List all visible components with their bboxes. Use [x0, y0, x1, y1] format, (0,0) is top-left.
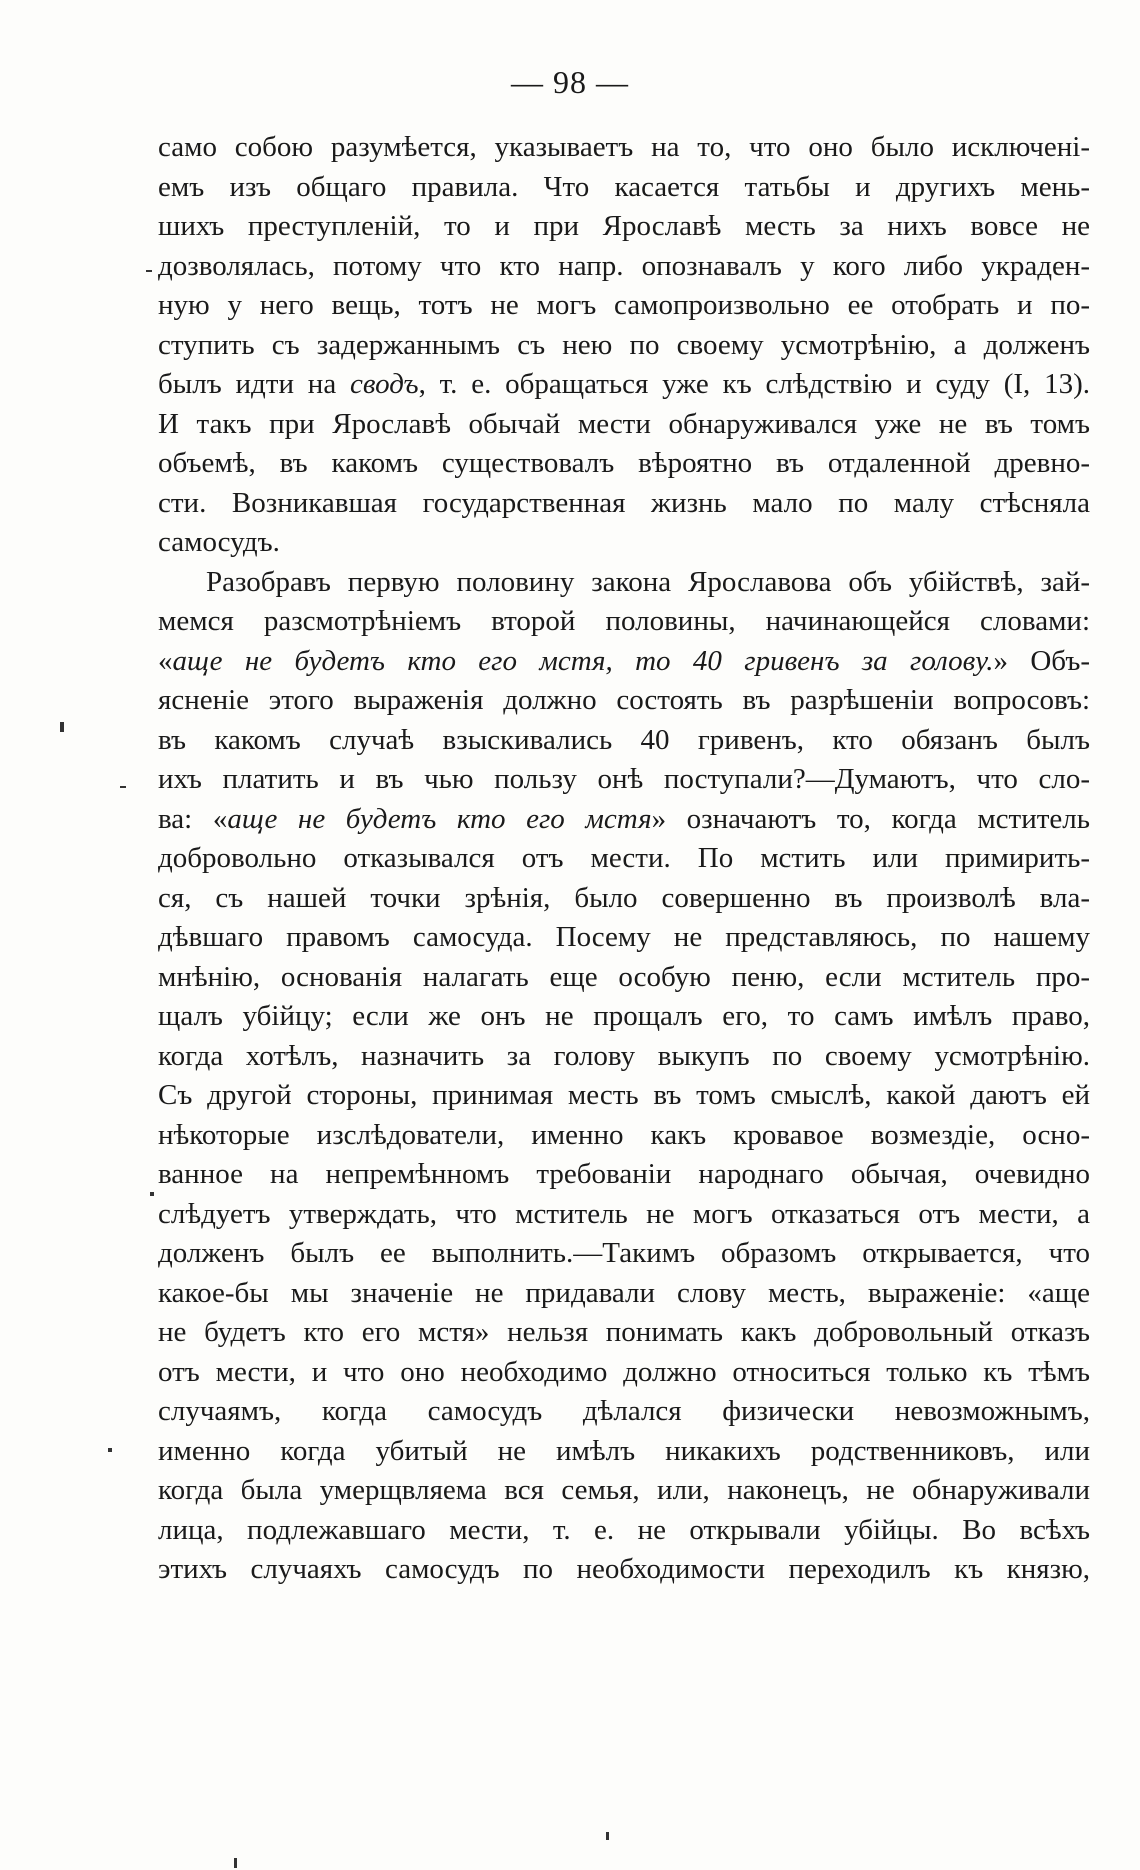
text-run: И такъ при Ярославѣ обычай мести обнаруживался уже не въ томъ [158, 407, 1090, 440]
text-line [158, 642, 1090, 682]
italic-text: аще не будетъ кто его мстя [227, 802, 652, 835]
text-run: долженъ былъ ее выполнить.—Такимъ образомъ открывается, что [158, 1237, 1090, 1269]
text-line [158, 128, 1090, 168]
page-number: — 98 — [511, 64, 629, 100]
text-run: » означаютъ то, когда мститель [651, 802, 1090, 835]
text-run: именно когда убитый не имѣлъ никакихъ родственниковъ, или [158, 1434, 1090, 1467]
text-line [158, 286, 1090, 326]
text-run: ванное на непремѣнномъ требованіи народнаго обычая, очевидно [158, 1158, 1090, 1190]
text-run: какое-бы мы значеніе не придавали слову месть, выраженіе: «аще [158, 1276, 1090, 1309]
text-line [158, 326, 1090, 366]
italic-text: аще не будетъ кто его мстя, то 40 гривенъ за голову. [172, 644, 994, 677]
text-line [158, 602, 1090, 642]
text-run: слѣдуетъ утверждать, что мститель не могъ отказаться отъ мести, а [158, 1197, 1090, 1230]
text-line [158, 563, 1090, 603]
text-run: отъ мести, и что оно необходимо должно относиться только къ тѣмъ [158, 1355, 1090, 1388]
text-line [158, 444, 1090, 484]
text-line [158, 247, 1090, 287]
text-line [158, 1392, 1090, 1432]
text-run: сти. Возникавшая государственная жизнь мало по малу стѣсняла [158, 486, 1090, 519]
text-run: ся, съ нашей точки зрѣнія, было совершенно въ произволѣ вла- [158, 881, 1090, 914]
text-run: » Объ- [993, 644, 1090, 677]
text-run: объемѣ, въ какомъ существовалъ вѣроятно въ отдаленной древно- [158, 447, 1090, 479]
text-line [158, 918, 1090, 958]
text-line [158, 958, 1090, 998]
text-run: емъ изъ общаго правила. Что касается татьбы и другихъ мень- [158, 170, 1090, 203]
text-line [158, 1511, 1090, 1551]
text-run: шихъ преступленій, то и при Ярославѣ месть за нихъ вовсе не [158, 210, 1090, 242]
text-run: былъ идти на [158, 368, 351, 400]
text-line [158, 721, 1090, 761]
text-run: не будетъ кто его мстя» нельзя понимать какъ добровольный отказъ [158, 1316, 1090, 1348]
text-line [158, 760, 1090, 800]
text-run: самосудъ. [158, 526, 280, 558]
text-line [158, 405, 1090, 445]
text-run: ступить съ задержаннымъ съ нею по своему усмотрѣнію, а долженъ [158, 328, 1090, 361]
text-line [158, 168, 1090, 208]
scan-speck [120, 786, 126, 788]
text-line [158, 207, 1090, 247]
text-line [158, 1234, 1090, 1274]
text-line [158, 1195, 1090, 1235]
scan-speck [60, 722, 64, 732]
text-run: когда хотѣлъ, назначить за голову выкупъ по своему усмотрѣнію. [158, 1039, 1090, 1072]
text-run: добровольно отказывался отъ мести. По мстить или примирить- [158, 842, 1090, 874]
text-run: « [158, 644, 173, 677]
text-run: дозволялась, потому что кто напр. опознавалъ у кого либо украден- [158, 249, 1090, 282]
text-line [158, 1432, 1090, 1472]
text-run: въ какомъ случаѣ взыскивались 40 гривенъ, кто обязанъ былъ [158, 723, 1090, 756]
text-run: Съ другой стороны, принимая месть въ томъ смыслѣ, какой даютъ ей [158, 1079, 1090, 1111]
text-line [158, 1313, 1090, 1353]
text-line [158, 1037, 1090, 1077]
text-line [158, 523, 1090, 563]
scan-speck [150, 1192, 154, 1196]
text-run: мемся разсмотрѣніемъ второй половины, начинающейся словами: [158, 605, 1090, 637]
text-line [158, 484, 1090, 524]
text-run: ную у него вещь, тотъ не могъ самопроизвольно ее отобрать и по- [158, 289, 1090, 321]
text-run: само собою разумѣется, указываетъ на то, что оно было исключені- [158, 131, 1090, 163]
text-line [158, 997, 1090, 1037]
text-line [158, 879, 1090, 919]
text-line [158, 800, 1090, 840]
text-line [158, 1076, 1090, 1116]
text-run: когда была умерщвляема вся семья, или, наконецъ, не обнаруживали [158, 1474, 1090, 1506]
scan-speck [146, 270, 152, 272]
text-run: Разобравъ первую половину закона Ярославова объ убійствѣ, зай- [206, 565, 1090, 598]
scan-speck [108, 1448, 112, 1452]
text-run: ихъ платить и въ чью пользу онѣ поступали?—Думаютъ, что сло- [158, 763, 1090, 795]
text-line [158, 1353, 1090, 1393]
italic-text: сводъ [350, 368, 419, 400]
text-run: , т. е. обращаться уже къ слѣдствію и суду (I, 13). [418, 368, 1090, 400]
scan-speck [234, 1858, 237, 1868]
text-line [158, 365, 1090, 405]
scan-speck [606, 1832, 609, 1840]
text-line [158, 1471, 1090, 1511]
text-run: ясненіе этого выраженія должно состоять въ разрѣшеніи вопросовъ: [158, 684, 1090, 716]
text-run: этихъ случаяхъ самосудъ по необходимости переходилъ къ князю, [158, 1553, 1090, 1585]
text-line [158, 1116, 1090, 1156]
text-line [158, 1155, 1090, 1195]
text-line [158, 1550, 1090, 1590]
text-run: нѣкоторые изслѣдователи, именно какъ кровавое возмездіе, осно- [158, 1118, 1090, 1151]
text-run: случаямъ, когда самосудъ дѣлался физически невозможнымъ, [158, 1395, 1090, 1427]
text-run: дѣвшаго правомъ самосуда. Посему не представляюсь, по нашему [158, 921, 1090, 953]
text-line [158, 681, 1090, 721]
text-run: лица, подлежавшаго мести, т. е. не открывали убійцы. Во всѣхъ [158, 1513, 1090, 1546]
body-text [158, 128, 1090, 1590]
text-run: щалъ убійцу; если же онъ не прощалъ его, то самъ имѣлъ право, [158, 1000, 1090, 1032]
text-line [158, 839, 1090, 879]
text-run: мнѣнію, основанія налагать еще особую пеню, если мститель про- [158, 960, 1090, 993]
text-line [158, 1274, 1090, 1314]
text-run: ва: « [158, 802, 228, 835]
